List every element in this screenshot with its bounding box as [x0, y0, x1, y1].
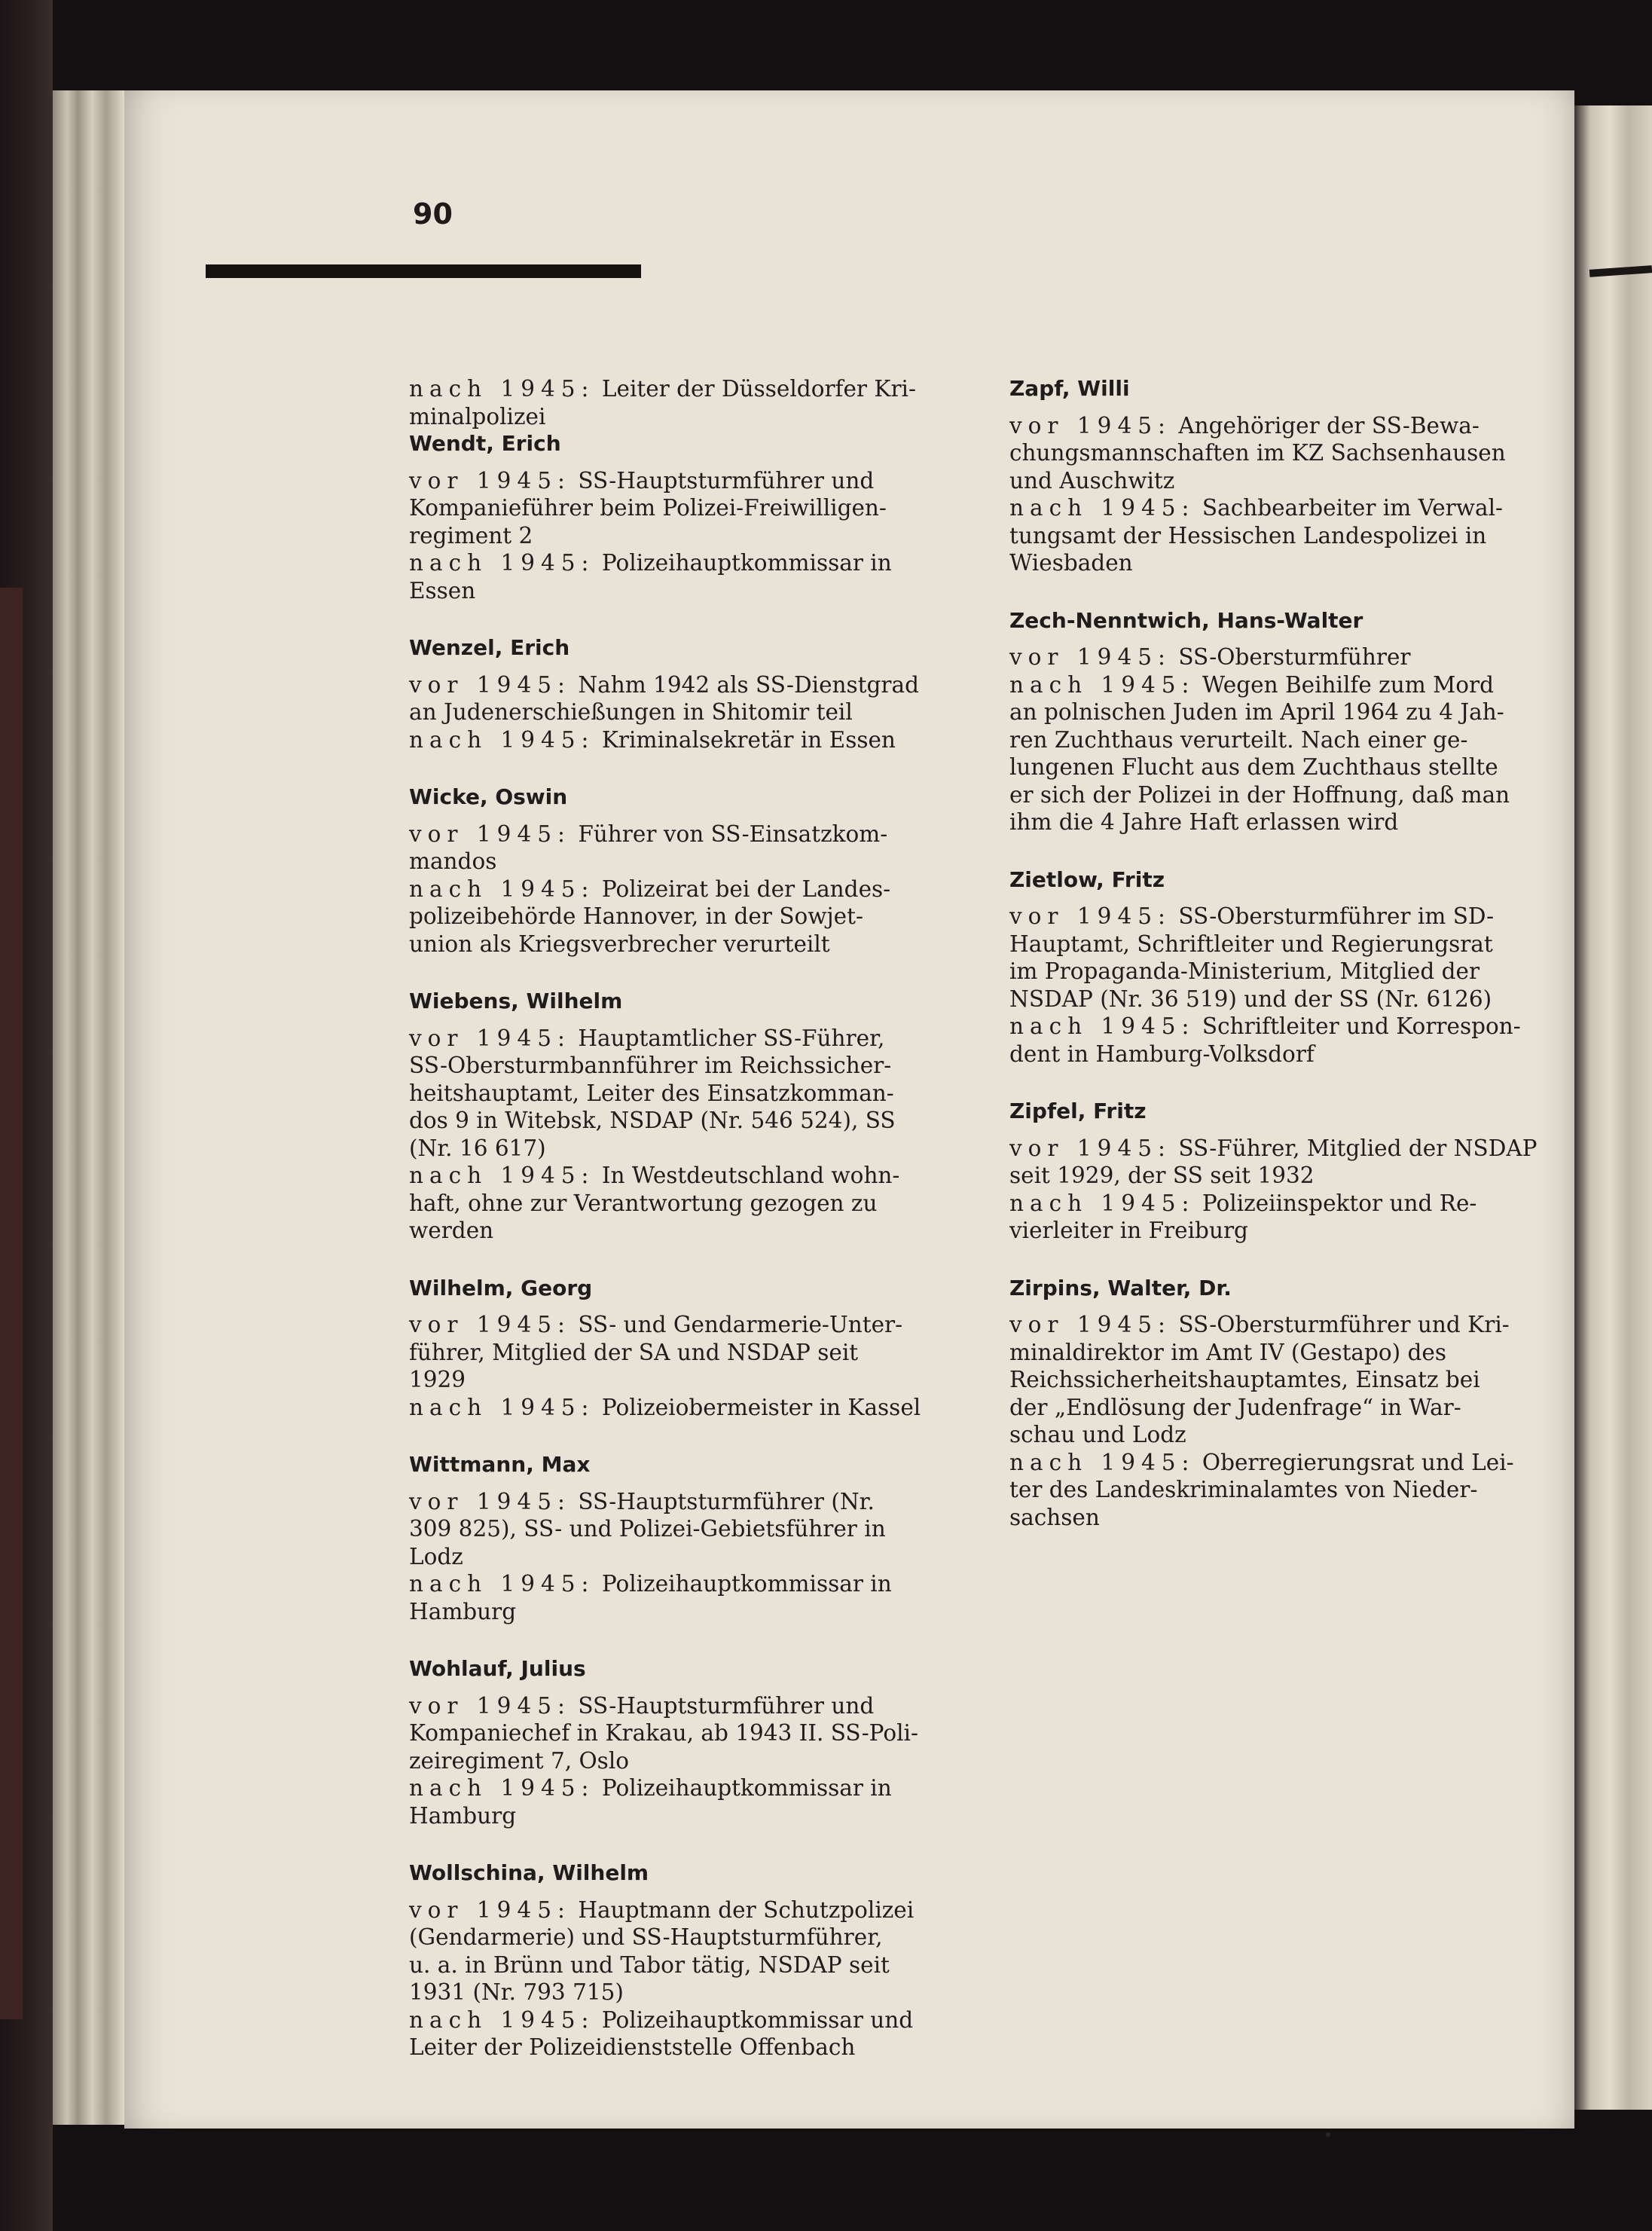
line-text: im Propaganda-Ministerium, Mitglied der [1009, 958, 1480, 984]
line-text: Leiter der Düsseldorfer Kri- [601, 376, 916, 402]
line-text: der „Endlösung der Judenfrage“ in War- [1009, 1394, 1461, 1420]
line-text: führer, Mitglied der SA und NSDAP seit [409, 1339, 859, 1365]
entry-line [409, 1774, 944, 1802]
register-entry [1009, 1098, 1541, 1245]
line-text: union als Kriegsverbrecher verurteilt [409, 931, 830, 957]
entry-line [409, 1107, 944, 1135]
line-text: Lodz [409, 1543, 463, 1569]
entry-line [409, 1896, 944, 1924]
entry-line [1009, 494, 1541, 522]
line-text: In Westdeutschland wohn- [601, 1163, 900, 1188]
line-text: (Nr. 16 617) [409, 1135, 546, 1161]
line-text: 309 825), SS- und Polizei-Gebietsführer in [409, 1516, 886, 1542]
period-label: nach 1945: [409, 1775, 595, 1801]
period-label: vor 1945: [1009, 412, 1171, 439]
person-name: Zapf, Willi [1009, 376, 1130, 401]
line-text: SS-Obersturmführer im SD- [1178, 903, 1495, 929]
line-text: Wiesbaden [1009, 550, 1133, 576]
line-text: regiment 2 [409, 522, 533, 549]
line-text: Schriftleiter und Korrespon- [1202, 1013, 1521, 1039]
line-text: sachsen [1009, 1504, 1100, 1530]
entry-line [1009, 1013, 1541, 1041]
line-text: polizeibehörde Hannover, in der Sowjet- [409, 903, 863, 929]
entry-line [409, 2034, 944, 2061]
period-label: nach 1945: [409, 1163, 595, 1188]
entry-line [409, 726, 944, 754]
entry-line [409, 821, 944, 848]
book-spine-binding [0, 588, 23, 2019]
person-name: Wenzel, Erich [409, 635, 570, 660]
entry-line [409, 1311, 944, 1339]
register-entry [409, 634, 944, 753]
entry-line [1009, 412, 1541, 440]
entry-line [1009, 1476, 1541, 1504]
period-label: nach 1945: [1009, 495, 1195, 521]
entry-line [409, 1951, 944, 1979]
period-label: vor 1945: [1009, 1135, 1171, 1161]
entry-line [1009, 1366, 1541, 1394]
line-text: Leiter der Polizeidienststelle Offenbach [409, 2034, 856, 2060]
person-name: Wittmann, Max [409, 1452, 591, 1477]
entry-line [1009, 808, 1541, 836]
line-text: mandos [409, 848, 497, 874]
period-label: vor 1945: [1009, 1312, 1171, 1337]
line-text: Oberregierungsrat und Lei- [1202, 1449, 1514, 1475]
entry-line [409, 1162, 944, 1190]
line-text: SS-Obersturmführer [1178, 644, 1411, 670]
page-edge-strip [53, 90, 124, 2125]
entry-line [409, 467, 944, 495]
entry-line [1009, 549, 1541, 577]
entry-line [1009, 1135, 1541, 1163]
line-text: Polizeihauptkommissar in [601, 1571, 892, 1597]
entry-line [1009, 1190, 1541, 1218]
entry-line [409, 1924, 944, 1951]
entry-line [409, 522, 944, 550]
period-label: nach 1945: [409, 1571, 595, 1597]
register-entry [409, 1275, 944, 1422]
line-text: Hauptamt, Schriftleiter und Regierungsrat [1009, 931, 1493, 957]
entry-line [409, 931, 944, 958]
entry-line [1009, 1504, 1541, 1532]
entry-line [409, 1543, 944, 1571]
line-text: Kompaniechef in Krakau, ab 1943 II. SS-Poli- [409, 1720, 918, 1746]
period-label: vor 1945: [409, 1312, 571, 1337]
entry-line [1009, 753, 1541, 781]
line-text: Kriminalsekretär in Essen [601, 726, 896, 753]
entry-line [409, 375, 944, 403]
ink-speck [1326, 2132, 1330, 2137]
period-label: nach 1945: [409, 876, 595, 902]
line-text: werden [409, 1218, 494, 1243]
line-text: er sich der Polizei in der Hoffnung, daß man [1009, 781, 1510, 808]
period-label: vor 1945: [1009, 903, 1171, 929]
entry-line [409, 876, 944, 903]
entry-line [1009, 1217, 1541, 1245]
period-label: nach 1945: [409, 376, 595, 402]
person-name: Zirpins, Walter, Dr. [1009, 1275, 1232, 1300]
period-label: vor 1945: [409, 671, 571, 698]
entry-line [409, 1979, 944, 2006]
line-text: minaldirektor im Amt IV (Gestapo) des [1009, 1339, 1447, 1365]
entry-line [1009, 1311, 1541, 1339]
entry-line [409, 1488, 944, 1516]
entry-line [409, 1025, 944, 1053]
entry-line [409, 698, 944, 726]
line-text: Führer von SS-Einsatzkom- [578, 821, 888, 847]
entry-line [409, 1339, 944, 1367]
entry-line [1009, 986, 1541, 1013]
register-entry [1009, 866, 1541, 1068]
line-text: zeiregiment 7, Oslo [409, 1747, 630, 1774]
entry-line [409, 1080, 944, 1108]
line-text: 1931 (Nr. 793 715) [409, 1979, 624, 2005]
entry-line [1009, 671, 1541, 699]
register-entry [409, 988, 944, 1245]
register-entry [1009, 607, 1541, 836]
line-text: schau und Lodz [1009, 1422, 1186, 1447]
line-text: tungsamt der Hessischen Landespolizei in [1009, 522, 1487, 549]
line-text: 1929 [409, 1367, 466, 1392]
period-label: nach 1945: [1009, 1013, 1195, 1039]
entry-line [409, 403, 944, 431]
line-text: Hauptamtlicher SS-Führer, [578, 1025, 885, 1051]
line-text: haft, ohne zur Verantwortung gezogen zu [409, 1190, 878, 1216]
register-entry [1009, 375, 1541, 577]
line-text: chungsmannschaften im KZ Sachsenhausen [1009, 440, 1506, 466]
entry-line [409, 1366, 944, 1394]
entry-line [409, 1747, 944, 1775]
period-label: nach 1945: [1009, 671, 1195, 698]
line-text: Hamburg [409, 1802, 517, 1829]
person-name: Wicke, Oswin [409, 784, 568, 809]
line-text: dent in Hamburg-Volksdorf [1009, 1041, 1315, 1067]
entry-line [1009, 439, 1541, 467]
entry-line [409, 1394, 944, 1422]
line-text: minalpolizei [409, 403, 546, 429]
person-name: Wollschina, Wilhelm [409, 1860, 649, 1885]
person-name: Wilhelm, Georg [409, 1275, 593, 1300]
entry-line [1009, 643, 1541, 671]
line-text: Wegen Beihilfe zum Mord [1202, 671, 1495, 698]
line-text: Angehöriger der SS-Bewa- [1178, 412, 1479, 439]
line-text: Reichssicherheitshauptamtes, Einsatz bei [1009, 1367, 1480, 1392]
entry-line [409, 1598, 944, 1626]
entry-line [409, 1135, 944, 1163]
line-text: Polizeihauptkommissar in [601, 1775, 892, 1801]
entry-line [409, 1515, 944, 1543]
line-text: SS-Führer, Mitglied der NSDAP [1178, 1135, 1537, 1161]
entry-line [1009, 1421, 1541, 1449]
period-label: vor 1945: [409, 467, 571, 494]
line-text: lungenen Flucht aus dem Zuchthaus stellte [1009, 754, 1498, 780]
entry-line [409, 1719, 944, 1747]
entry-line [1009, 467, 1541, 495]
person-name: Zipfel, Fritz [1009, 1099, 1147, 1123]
period-label: nach 1945: [1009, 1190, 1195, 1216]
period-label: nach 1945: [409, 2006, 595, 2033]
entry-line [409, 577, 944, 605]
entry-line [1009, 726, 1541, 754]
entry-line [1009, 781, 1541, 809]
line-text: u. a. in Brünn und Tabor tätig, NSDAP seit [409, 1951, 890, 1978]
line-text: an Judenerschießungen in Shitomir teil [409, 699, 853, 725]
right-page-leaves [1574, 105, 1652, 2110]
line-text: Polizeiobermeister in Kassel [601, 1394, 921, 1420]
line-text: Hamburg [409, 1598, 517, 1624]
line-text: SS-Hauptsturmführer (Nr. [578, 1488, 875, 1514]
period-label: vor 1945: [409, 1896, 571, 1923]
line-text: (Gendarmerie) und SS-Hauptsturmführer, [409, 1924, 883, 1950]
line-text: vierleiter in Freiburg [1009, 1218, 1248, 1243]
entry-line [1009, 1041, 1541, 1068]
header-rule [206, 264, 641, 278]
line-text: Polizeihauptkommissar in [601, 550, 892, 576]
period-label: vor 1945: [409, 821, 571, 847]
entry-line [409, 1692, 944, 1720]
period-label: nach 1945: [1009, 1449, 1195, 1475]
entry-line [409, 494, 944, 522]
entry-line [409, 848, 944, 876]
person-name: Wohlauf, Julius [409, 1656, 586, 1681]
entry-line [409, 1190, 944, 1218]
line-text: an polnischen Juden im April 1964 zu 4 Jah- [1009, 699, 1504, 725]
line-text: ihm die 4 Jahre Haft erlassen wird [1009, 809, 1399, 835]
period-label: nach 1945: [409, 550, 595, 576]
register-entry [409, 784, 944, 958]
line-text: Sachbearbeiter im Verwal- [1202, 495, 1503, 521]
entry-line [1009, 903, 1541, 931]
register-entry [1009, 1275, 1541, 1532]
person-name: Wiebens, Wilhelm [409, 989, 623, 1013]
line-text: und Auschwitz [1009, 467, 1175, 494]
entry-line [1009, 931, 1541, 958]
left-column [409, 375, 944, 2092]
period-label: nach 1945: [409, 1394, 595, 1420]
line-text: SS-Obersturmbannführer im Reichssicher- [409, 1053, 892, 1078]
entry-line [409, 671, 944, 699]
entry-line [409, 1802, 944, 1830]
right-column [1009, 375, 1541, 1561]
person-name: Zietlow, Fritz [1009, 866, 1165, 892]
line-text: heitshauptamt, Leiter des Einsatzkomman- [409, 1080, 894, 1106]
entry-line [1009, 1339, 1541, 1367]
register-entry [409, 1860, 944, 2061]
line-text: SS-Hauptsturmführer und [578, 467, 875, 494]
page-number: 90 [413, 197, 453, 231]
line-text: Polizeihauptkommissar und [601, 2006, 914, 2033]
period-label: vor 1945: [409, 1025, 571, 1051]
entry-line [409, 1052, 944, 1080]
entry-line [409, 1570, 944, 1598]
period-label: nach 1945: [409, 726, 595, 753]
entry-line [1009, 698, 1541, 726]
period-label: vor 1945: [409, 1692, 571, 1719]
line-text: SS- und Gendarmerie-Unter- [578, 1312, 903, 1337]
register-entry [409, 430, 944, 604]
line-text: NSDAP (Nr. 36 519) und der SS (Nr. 6126) [1009, 986, 1492, 1012]
register-entry [409, 1655, 944, 1829]
line-text: Polizeiinspektor und Re- [1202, 1190, 1477, 1216]
person-name: Zech-Nenntwich, Hans-Walter [1009, 607, 1363, 633]
register-entry [409, 1451, 944, 1625]
entry-line [1009, 1394, 1541, 1422]
line-text: Hauptmann der Schutzpolizei [578, 1896, 915, 1923]
line-text: ter des Landeskriminalamtes von Nieder- [1009, 1477, 1478, 1502]
line-text: Polizeirat bei der Landes- [601, 876, 891, 902]
line-text: Nahm 1942 als SS-Dienstgrad [578, 671, 919, 698]
entry-line [1009, 1162, 1541, 1190]
entry-line [1009, 1449, 1541, 1477]
line-text: SS-Obersturmführer und Kri- [1178, 1312, 1510, 1337]
line-text: ren Zuchthaus verurteilt. Nach einer ge- [1009, 726, 1468, 753]
line-text: Essen [409, 577, 476, 604]
entry-line [1009, 958, 1541, 986]
entry-line [1009, 522, 1541, 550]
line-text: SS-Hauptsturmführer und [578, 1692, 875, 1719]
period-label: vor 1945: [1009, 644, 1171, 670]
entry-line [409, 549, 944, 577]
entry-line [409, 903, 944, 931]
entry-line [409, 1217, 944, 1245]
period-label: vor 1945: [409, 1488, 571, 1514]
line-text: dos 9 in Witebsk, NSDAP (Nr. 546 524), SS [409, 1108, 896, 1133]
line-text: Kompanieführer beim Polizei-Freiwilligen- [409, 495, 887, 521]
line-text: seit 1929, der SS seit 1932 [1009, 1163, 1315, 1188]
person-name: Wendt, Erich [409, 431, 561, 456]
continued-entry [409, 375, 944, 430]
entry-line [409, 2006, 944, 2034]
